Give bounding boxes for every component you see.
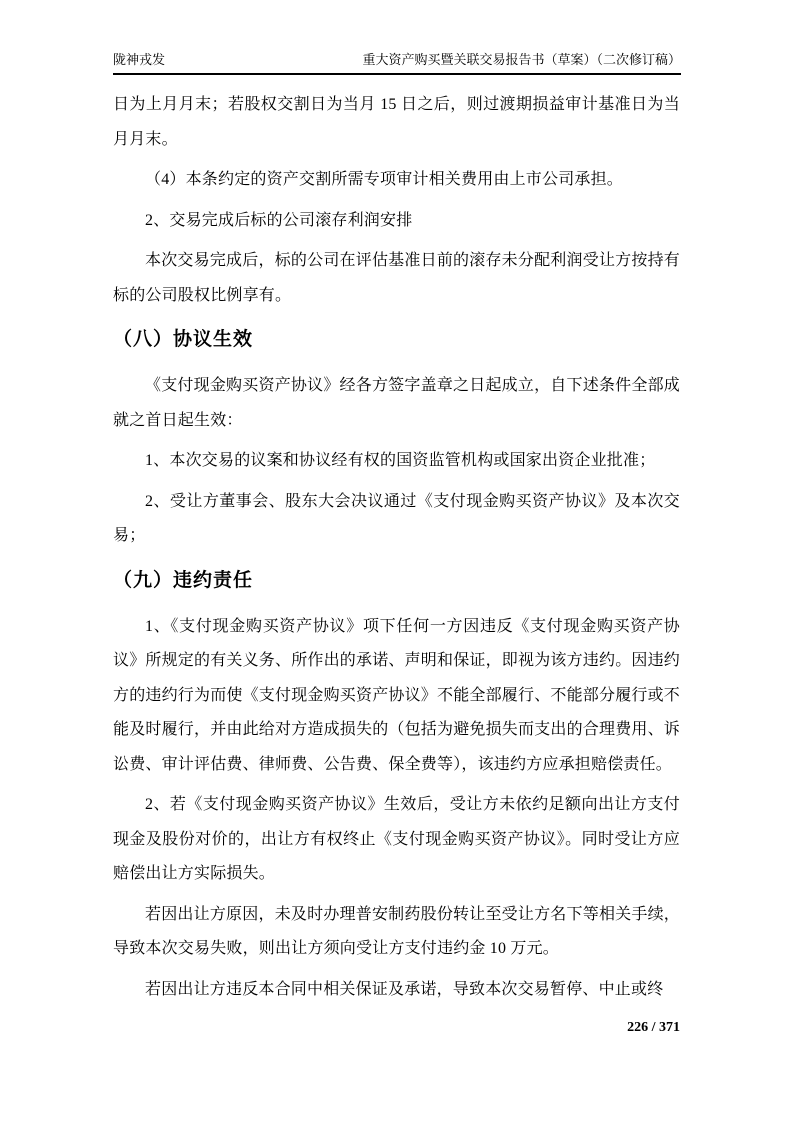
paragraph: 1、《支付现金购买资产协议》项下任何一方因违反《支付现金购买资产协议》所规定的有关义务、所作出的承诺、声明和保证，即视为该方违约。因违约方的违约行为而使《支付现金购买资产协议》不能全部履行、不能部分履行或不能及时履行，并由此给对方造成损失的（包括为避免损失而支出的合理费用、诉讼费、审计评估费、律师费、公告费、保全费等），该违约方应承担赔偿责任。 [113,617,681,773]
paragraph: 本次交易完成后，标的公司在评估基准日前的滚存未分配利润受让方按持有标的公司股权比例享有。 [113,252,680,304]
paragraph: 2、若《支付现金购买资产协议》生效后，受让方未依约足额向出让方支付现金及股份对价的，出让方有权终止《支付现金购买资产协议》。同时受让方应赔偿出让方实际损失。 [113,796,680,882]
page-footer [627,1020,680,1036]
paragraph: 若因出让方原因，未及时办理普安制药股份转让至受让方名下等相关手续，导致本次交易失败，则出让方须向受让方支付违约金 10 万元。 [113,905,680,957]
paragraph: 2、交易完成后标的公司滚存利润安排 [145,211,413,229]
paragraph-continuation: 日为上月月末；若股权交割日为当月 15 日之后，则过渡期损益审计基准日为当月月末。 [113,96,680,148]
section-heading-9: （九）违约责任 [113,569,254,591]
page-number: 226 / 371 [627,1020,680,1035]
header-doc-full-title: 重大资产购买暨关联交易报告书（草案）（二次修订稿） [362,52,681,67]
paragraph: 1、本次交易的议案和协议经有权的国资监管机构或国家出资企业批准； [145,452,656,469]
document-body [113,88,680,1013]
page-header [113,50,681,75]
section-heading-8: （八）协议生效 [113,329,254,350]
header-doc-short-title: 陇神戎发 [113,52,166,67]
paragraph: 2、受让方董事会、股东大会决议通过《支付现金购买资产协议》及本次交易； [113,492,680,544]
paragraph: 《支付现金购买资产协议》经各方签字盖章之日起成立，自下述条件全部成就之首日起生效： [113,377,680,429]
paragraph: （4）本条约定的资产交割所需专项审计相关费用由上市公司承担。 [145,171,624,188]
paragraph: 若因出让方违反本合同中相关保证及承诺，导致本次交易暂停、中止或终 [145,980,664,998]
